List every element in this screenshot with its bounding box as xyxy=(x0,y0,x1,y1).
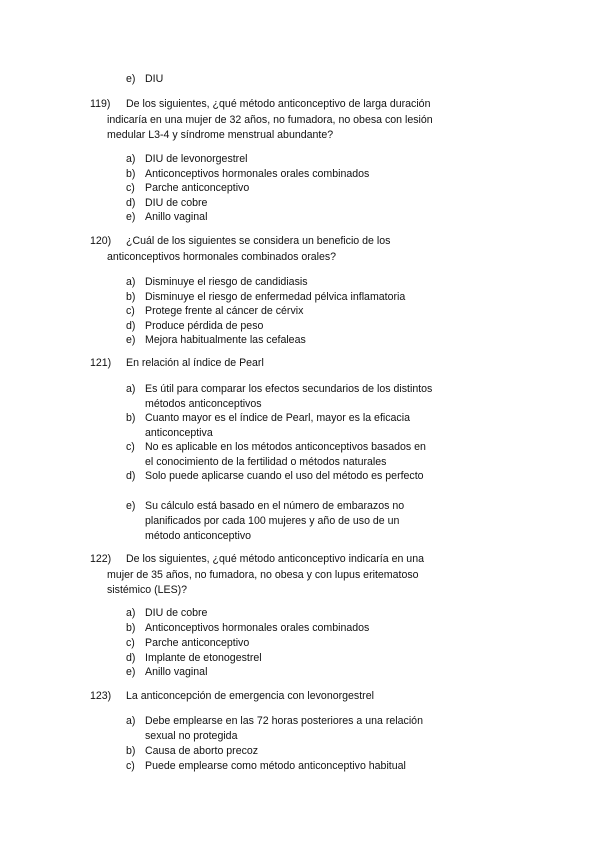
option-letter: c) xyxy=(126,637,135,649)
question-number: 120) xyxy=(90,235,112,247)
option-text: Implante de etonogestrel xyxy=(145,652,262,664)
option-text: Causa de aborto precoz xyxy=(145,745,259,757)
option-letter: b) xyxy=(126,168,136,180)
option-text: Anillo vaginal xyxy=(145,211,208,223)
option-letter: d) xyxy=(126,197,136,209)
option-text: DIU de cobre xyxy=(145,607,208,619)
option-text: DIU de levonorgestrel xyxy=(145,153,248,165)
question-number: 119) xyxy=(90,98,111,110)
option-text: No es aplicable en los métodos anticonceptivos basados en el conocimiento de la fertilidad o métodos naturales xyxy=(145,441,426,468)
option-letter: b) xyxy=(126,622,136,634)
question-text: De los siguientes, ¿qué método anticonceptivo indicaría en una mujer de 35 años, no fumadora, no obesa y con lupus eritematoso sistémico (LES)? xyxy=(107,553,424,596)
option-text: Disminuye el riesgo de enfermedad pélvica inflamatoria xyxy=(145,291,406,303)
option-text: DIU de cobre xyxy=(145,197,208,209)
option-letter: e) xyxy=(126,666,136,678)
option-letter: a) xyxy=(126,153,136,165)
option-letter: d) xyxy=(126,652,136,664)
option-letter: e) xyxy=(126,500,136,512)
option-text: Su cálculo está basado en el número de embarazos no planificados por cada 100 mujeres y año de uso de un método anticonceptivo xyxy=(145,500,405,542)
question-text: ¿Cuál de los siguientes se considera un beneficio de los anticonceptivos hormonales combinados orales? xyxy=(107,235,391,263)
option-letter: b) xyxy=(126,412,136,424)
option-text: Es útil para comparar los efectos secundarios de los distintos métodos anticonceptivos xyxy=(145,383,433,410)
option-text: Disminuye el riesgo de candidiasis xyxy=(145,276,308,288)
option-text: Anillo vaginal xyxy=(145,666,208,678)
option-letter: a) xyxy=(126,383,136,395)
option-letter: c) xyxy=(126,760,135,772)
option-letter: d) xyxy=(126,470,136,482)
option-text: DIU xyxy=(145,73,164,85)
option-letter: b) xyxy=(126,745,136,757)
option-text: Protege frente al cáncer de cérvix xyxy=(145,305,304,317)
option-text: Debe emplearse en las 72 horas posteriores a una relación sexual no protegida xyxy=(145,715,423,742)
option-letter: a) xyxy=(126,715,136,727)
question-text: En relación al índice de Pearl xyxy=(126,357,264,369)
option-letter: a) xyxy=(126,276,136,288)
option-text: Anticonceptivos hormonales orales combinados xyxy=(145,168,370,180)
option-letter: b) xyxy=(126,291,136,303)
option-letter: d) xyxy=(126,320,136,332)
option-letter: e) xyxy=(126,334,136,346)
question-number: 121) xyxy=(90,357,112,369)
option-letter: c) xyxy=(126,182,135,194)
option-text: Solo puede aplicarse cuando el uso del método es perfecto xyxy=(145,470,424,482)
question-text: De los siguientes, ¿qué método anticonceptivo de larga duración indicaría en una mujer de 32 años, no fumadora, no obesa con lesión medular L3-4 y síndrome menstrual abundante? xyxy=(107,98,433,141)
option-text: Anticonceptivos hormonales orales combinados xyxy=(145,622,370,634)
option-text: Mejora habitualmente las cefaleas xyxy=(145,334,306,346)
question-number: 123) xyxy=(90,690,112,702)
option-text: Puede emplearse como método anticonceptivo habitual xyxy=(145,760,406,772)
option-letter: e) xyxy=(126,73,136,85)
option-text: Produce pérdida de peso xyxy=(145,320,264,332)
option-text: Parche anticonceptivo xyxy=(145,637,250,649)
question-number: 122) xyxy=(90,553,112,565)
option-letter: c) xyxy=(126,305,135,317)
question-text: La anticoncepción de emergencia con levonorgestrel xyxy=(126,690,374,702)
option-text: Cuanto mayor es el índice de Pearl, mayor es la eficacia anticonceptiva xyxy=(145,412,410,439)
option-letter: e) xyxy=(126,211,136,223)
option-letter: a) xyxy=(126,607,136,619)
option-letter: c) xyxy=(126,441,135,453)
option-text: Parche anticonceptivo xyxy=(145,182,250,194)
